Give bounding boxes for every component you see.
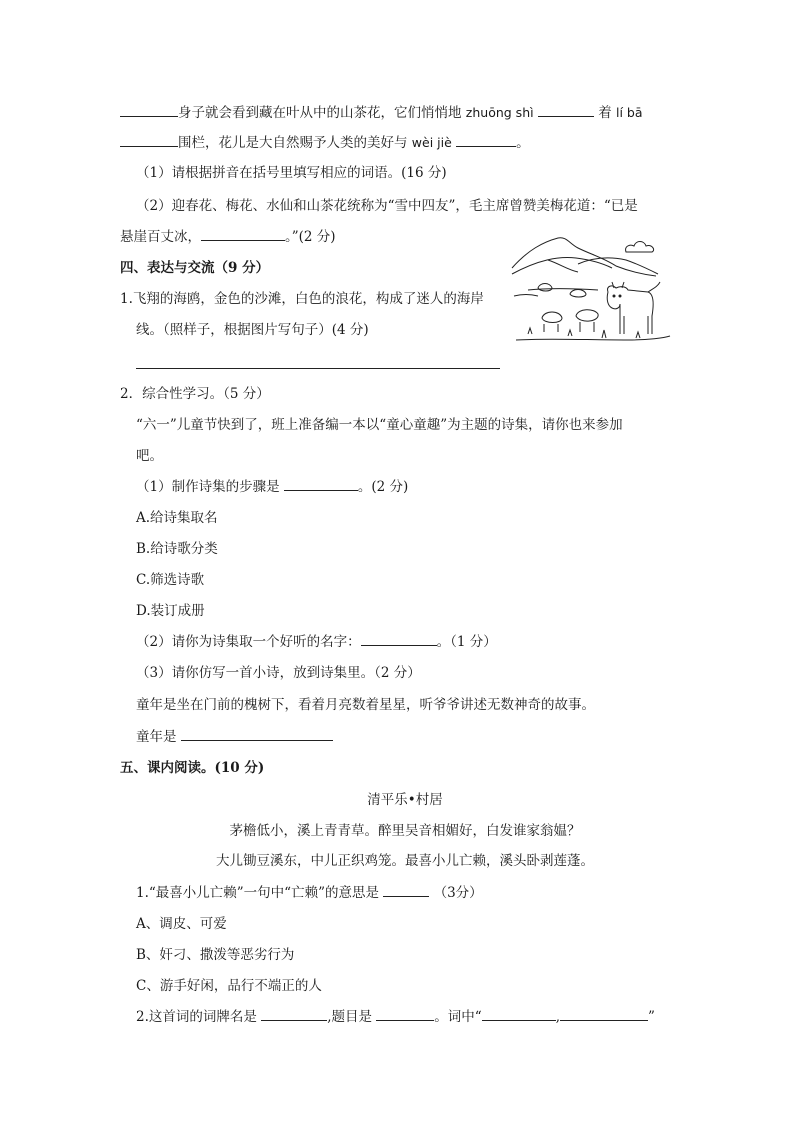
poem-line-2: 大儿锄豆溪东，中儿正织鸡笼。最喜小儿亡赖，溪头卧剥莲蓬。 — [216, 853, 594, 869]
fill-text: 。”(2 分) — [285, 229, 336, 245]
option-d: D.装订成册 — [136, 603, 205, 619]
sub-question-1 — [136, 478, 408, 496]
choice-a: A、调皮、可爱 — [136, 916, 227, 932]
answer-blank[interactable] — [482, 1008, 556, 1021]
poem-title: 清平乐•村居 — [367, 792, 443, 808]
fill-text: 着 — [598, 105, 612, 121]
question-1 — [136, 884, 483, 902]
score-text: 。(2 分) — [357, 479, 409, 495]
fill-text: 。 — [516, 135, 530, 151]
pinyin: zhuōng shì — [465, 105, 534, 120]
choice-c: C、游手好闲，品行不端正的人 — [136, 978, 322, 994]
question-text: 1.飞翔的海鸥，金色的沙滩，白色的浪花，构成了迷人的海岸 — [120, 291, 484, 307]
score-text: 。（1 分） — [436, 634, 497, 650]
example-sentence: 童年是坐在门前的槐树下，看着月亮数着星星，听爷爷讲述无数神奇的故事。 — [136, 697, 595, 713]
answer-blank[interactable] — [201, 228, 285, 241]
answer-blank[interactable] — [120, 104, 178, 117]
question-2 — [136, 1008, 655, 1026]
fill-line-2 — [120, 134, 530, 152]
question-text: 。词中“ — [434, 1009, 482, 1025]
punctuation: , — [555, 1009, 560, 1025]
choice-b: B、奸刁、撒泼等恶劣行为 — [136, 947, 295, 963]
option-b: B.给诗歌分类 — [136, 541, 218, 557]
sub-question-2-cont — [120, 228, 336, 246]
sub-question-2: （2）迎春花、梅花、水仙和山茶花统称为“雪中四友”，毛主席曾赞美梅花道：“已是 — [136, 198, 638, 214]
question-intro: “六一”儿童节快到了，班上准备编一本以“童心童趣”为主题的诗集，请你也来参加 — [136, 417, 623, 433]
question-text: 线。（照样子，根据图片写句子）(4 分) — [136, 322, 369, 338]
section-4-heading: 四、表达与交流（9 分） — [120, 260, 270, 276]
sub-question-text: （1）制作诗集的步骤是 — [136, 479, 280, 495]
poem-line-1: 茅檐低小，溪上青青草。醉里吴音相媚好，白发谁家翁媪？ — [229, 823, 581, 839]
question-title: 2．综合性学习。（5 分） — [120, 386, 270, 402]
option-a: A.给诗集取名 — [136, 510, 218, 526]
fill-line-1 — [120, 104, 643, 122]
punctuation: ” — [647, 1009, 655, 1025]
write-line — [136, 728, 333, 746]
answer-blank[interactable] — [181, 728, 333, 741]
answer-blank[interactable] — [284, 478, 358, 491]
option-c: C.筛选诗歌 — [136, 572, 205, 588]
pinyin: lí bā — [615, 105, 643, 120]
sub-question-3: （3）请你仿写一首小诗，放到诗集里。（2 分） — [136, 665, 421, 681]
answer-blank[interactable] — [383, 884, 429, 897]
answer-blank[interactable] — [376, 1008, 434, 1021]
answer-blank[interactable] — [261, 1008, 327, 1021]
answer-line[interactable] — [136, 368, 500, 369]
question-intro-cont: 吧。 — [136, 448, 163, 464]
answer-blank[interactable] — [120, 134, 178, 147]
question-text: 2.这首词的词牌名是 — [136, 1009, 257, 1025]
sub-question-1: （1）请根据拼音在括号里填写相应的词语。(16 分) — [136, 165, 447, 181]
prompt-text: 童年是 — [136, 729, 177, 745]
answer-blank[interactable] — [560, 1008, 648, 1021]
answer-blank[interactable] — [456, 134, 516, 147]
score-text: （3分） — [433, 885, 483, 901]
section-5-heading: 五、课内阅读。(10 分) — [120, 760, 265, 776]
fill-text: 围栏，花儿是大自然赐予人类的美好与 — [178, 135, 408, 151]
answer-blank[interactable] — [538, 104, 594, 117]
fill-text: 悬崖百丈冰， — [120, 229, 201, 245]
fill-text: 身子就会看到藏在叶从中的山茶花，它们悄悄地 — [178, 105, 462, 121]
pinyin: wèi jiè — [411, 135, 452, 150]
landscape-illustration — [508, 230, 674, 364]
answer-blank[interactable] — [361, 633, 437, 646]
sub-question-text: （2）请你为诗集取一个好听的名字： — [136, 634, 361, 650]
question-text: ,题目是 — [327, 1009, 372, 1025]
question-text: 1.“最喜小儿亡赖”一句中“亡赖”的意思是 — [136, 885, 379, 901]
sub-question-2 — [136, 633, 497, 651]
